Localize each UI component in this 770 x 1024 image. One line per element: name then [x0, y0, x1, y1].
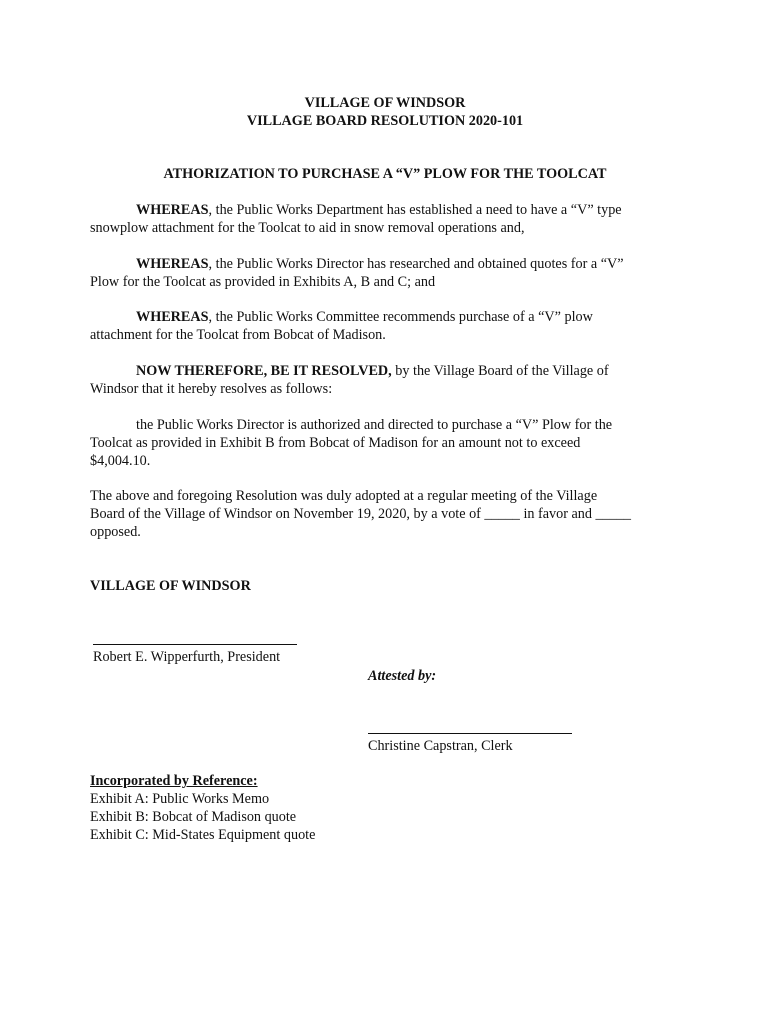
clerk-name: Christine Capstran, Clerk [368, 738, 513, 754]
paragraph-text: , the Public Works Director has researched and obtained quotes for a “V” [208, 256, 624, 272]
president-signature-line [93, 644, 297, 645]
paragraph-line: Plow for the Toolcat as provided in Exhibits A, B and C; and [90, 274, 436, 290]
whereas-paragraph-1 [90, 201, 690, 237]
attested-label: Attested by: [368, 668, 437, 684]
paragraph-line: Board of the Village of Windsor on November 19, 2020, by a vote of _____ in favor and _____ [90, 506, 632, 522]
clerk-signature-line [368, 733, 572, 734]
paragraph-text: , the Public Works Committee recommends purchase of a “V” plow [208, 309, 593, 325]
paragraph-line: opposed. [90, 524, 141, 540]
paragraph-line: attachment for the Toolcat from Bobcat of Madison. [90, 327, 386, 343]
whereas-keyword: WHEREAS [136, 256, 209, 272]
resolution-title: ATHORIZATION TO PURCHASE A “V” PLOW FOR THE TOOLCAT [163, 166, 607, 182]
president-name: Robert E. Wipperfurth, President [93, 649, 281, 665]
whereas-keyword: WHEREAS [136, 202, 209, 218]
paragraph-line [90, 362, 690, 380]
paragraph-line [90, 255, 690, 273]
whereas-keyword: WHEREAS [136, 309, 209, 325]
references-heading: Incorporated by Reference: [90, 773, 258, 789]
header-resolution-number: VILLAGE BOARD RESOLUTION 2020-101 [246, 113, 524, 129]
whereas-paragraph-3 [90, 308, 690, 344]
reference-item: Exhibit B: Bobcat of Madison quote [90, 809, 297, 825]
paragraph-text: by the Village Board of the Village of [391, 363, 609, 379]
paragraph-line: Toolcat as provided in Exhibit B from Bobcat of Madison for an amount not to exceed [90, 435, 581, 451]
resolved-keyword: NOW THEREFORE, BE IT RESOLVED, [136, 363, 392, 379]
whereas-paragraph-2 [90, 255, 690, 291]
reference-item: Exhibit A: Public Works Memo [90, 791, 270, 807]
paragraph-line: the Public Works Director is authorized and directed to purchase a “V” Plow for the [136, 417, 613, 433]
signatory-entity: VILLAGE OF WINDSOR [90, 578, 251, 594]
adoption-paragraph [90, 487, 690, 541]
paragraph-line: $4,004.10. [90, 453, 151, 469]
authorization-paragraph [90, 416, 690, 470]
paragraph-text: , the Public Works Department has established a need to have a “V” type [208, 202, 622, 218]
header-village-name: VILLAGE OF WINDSOR [304, 95, 466, 111]
paragraph-line: Windsor that it hereby resolves as follows: [90, 381, 333, 397]
paragraph-line: The above and foregoing Resolution was duly adopted at a regular meeting of the Village [90, 488, 598, 504]
paragraph-line [90, 201, 690, 219]
paragraph-line: snowplow attachment for the Toolcat to aid in snow removal operations and, [90, 220, 525, 236]
resolved-paragraph [90, 362, 690, 398]
paragraph-line [90, 308, 690, 326]
reference-item: Exhibit C: Mid-States Equipment quote [90, 827, 316, 843]
